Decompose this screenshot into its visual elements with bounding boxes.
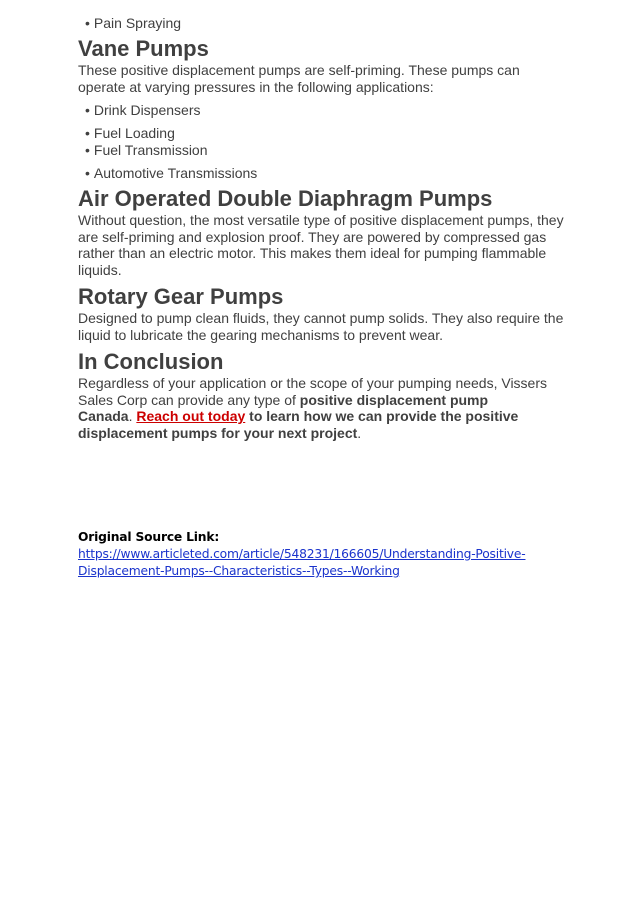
- bullet-item: • Fuel Loading: [85, 125, 175, 141]
- heading-aodd-pumps: Air Operated Double Diaphragm Pumps: [78, 186, 493, 211]
- heading-in-conclusion: In Conclusion: [78, 349, 224, 374]
- paragraph-conclusion: Regardless of your application or the scope of your pumping needs, Vissers Sales Corp can provide any type of positive displacement pump Canada. Reach out today to learn how we can provide the positive displacement pumps for your next project.: [78, 375, 548, 441]
- bullet-item: [78, 15, 568, 32]
- document-page: [78, 0, 568, 580]
- source-url-link[interactable]: https://www.articleted.com/article/548231/166605/Understanding-Positive- Displacement-Pumps--Characteristics--Types--Working: [78, 547, 526, 578]
- source-block: [78, 529, 568, 580]
- bullet-item: • Fuel Transmission: [85, 142, 208, 158]
- bullet-item: • Automotive Transmissions: [85, 165, 258, 181]
- reach-out-today-link[interactable]: Reach out today: [136, 408, 246, 424]
- bullet-dot: •: [85, 15, 90, 31]
- heading-vane-pumps: Vane Pumps: [78, 36, 209, 61]
- heading-rotary-gear-pumps: Rotary Gear Pumps: [78, 284, 284, 309]
- source-label: Original Source Link:: [78, 530, 220, 544]
- paragraph-vane-intro: These positive displacement pumps are self-priming. These pumps can operate at varying pressures in the following applications:: [78, 62, 520, 95]
- paragraph-rotary: Designed to pump clean fluids, they cannot pump solids. They also require the liquid to lubricate the gearing mechanisms to prevent wear.: [78, 310, 564, 343]
- paragraph-aodd: Without question, the most versatile type of positive displacement pumps, they are self-priming and explosion proof. They are powered by compressed gas rather than an electric motor. This makes them ideal for pumping flammable liquids.: [78, 212, 564, 278]
- bullet-text: Pain Spraying: [93, 15, 182, 31]
- bullet-item: • Drink Dispensers: [85, 102, 201, 118]
